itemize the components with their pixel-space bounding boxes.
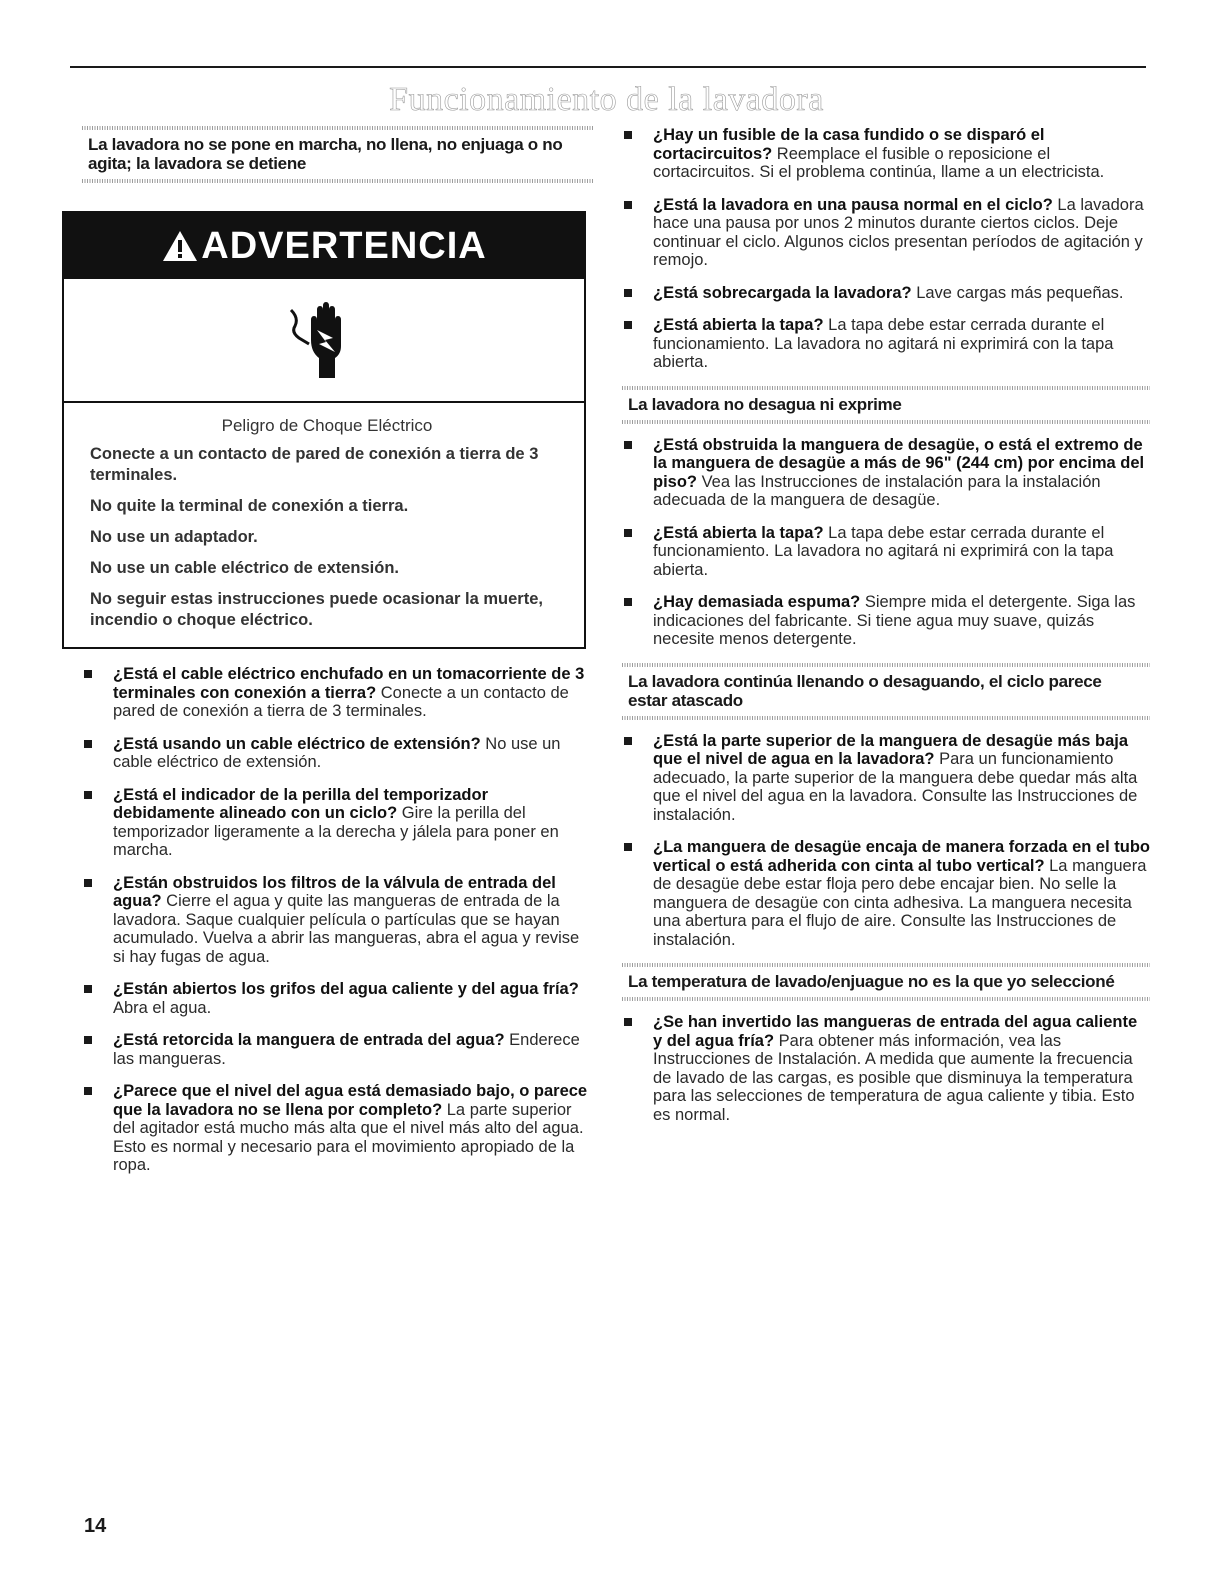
question: ¿Parece que el nivel del agua está demasiado bajo, o parece que la lavadora no se llena por completo?: [113, 1082, 588, 1119]
list-item: [82, 786, 594, 860]
answer: Gire la perilla del temporizador ligeramente a la derecha y jálela para poner en marcha.: [113, 804, 559, 859]
section-title: La lavadora no se pone en marcha, no llena, no enjuaga o no agita; la lavadora se detiene: [88, 135, 563, 173]
list-item: [82, 1031, 594, 1068]
question: ¿Está retorcida la manguera de entrada del agua?: [113, 1031, 505, 1049]
troubleshoot-list: [622, 126, 1150, 372]
warning-heading: ADVERTENCIA: [201, 224, 487, 267]
warning-line: No use un cable eléctrico de extensión.: [90, 559, 400, 577]
list-item: [82, 980, 594, 1017]
list-item: [622, 284, 1150, 303]
question: ¿Está el indicador de la perilla del temporizador debidamente alineado con un ciclo?: [113, 785, 489, 822]
page-number: 14: [84, 1515, 107, 1537]
answer: La tapa debe estar cerrada durante el funcionamiento. La lavadora no agitará ni exprimirá con la tapa abierta.: [653, 316, 1114, 371]
troubleshoot-list: [82, 665, 594, 1175]
answer: Lave cargas más pequeñas.: [911, 283, 1124, 302]
troubleshoot-list: [622, 1013, 1150, 1124]
list-item: [622, 593, 1150, 649]
answer: Para obtener más información, vea las Instrucciones de Instalación. A medida que aumente la frecuencia de lavado de las cargas, es posible que disminuya la temperatura para las selecciones de temperatura de agua caliente y tibia. Esto es normal.: [653, 1031, 1135, 1124]
question: ¿Está obstruida la manguera de desagüe, o está el extremo de la manguera de desagüe a más de 96" (244 cm) por encima del piso?: [653, 435, 1145, 491]
answer: La lavadora hace una pausa por unos 2 minutos durante ciertos ciclos. Deje continuar el ciclo. Algunos ciclos presentan períodos de agitación y remojo.: [653, 195, 1144, 269]
question: ¿Hay demasiada espuma?: [653, 593, 861, 611]
question: ¿Está la parte superior de la manguera de desagüe más baja que el nivel de agua en la lavadora?: [653, 731, 1129, 768]
list-item: [622, 1013, 1150, 1124]
list-item: [82, 1082, 594, 1175]
section-header: [622, 963, 1150, 1001]
section-header: [622, 663, 1150, 720]
list-item: [82, 735, 594, 772]
question: ¿Está abierta la tapa?: [653, 316, 824, 334]
answer: Siempre mida el detergente. Siga las indicaciones del fabricante. Si tiene agua muy suave, quizás necesite menos detergente.: [653, 593, 1136, 648]
electric-shock-hand-icon: [64, 279, 584, 403]
page-title: Funcionamiento de la lavadora: [389, 81, 824, 118]
list-item: [622, 524, 1150, 580]
question: ¿Está sobrecargada la lavadora?: [653, 283, 912, 302]
answer: Para un funcionamiento adecuado, la parte superior de la manguera debe quedar más alta que el nivel del agua en la lavadora. Consulte las Instrucciones de instalación.: [653, 750, 1138, 824]
answer: No use un cable eléctrico de extensión.: [113, 734, 561, 771]
list-item: [622, 196, 1150, 270]
question: ¿Está la lavadora en una pausa normal en el ciclo?: [653, 195, 1053, 214]
question: ¿Están abiertos los grifos del agua caliente y del agua fría?: [113, 980, 579, 998]
answer: La tapa debe estar cerrada durante el funcionamiento. La lavadora no agitará ni exprimirá con la tapa abierta.: [653, 523, 1114, 579]
question: ¿Se han invertido las mangueras de entrada del agua caliente y del agua fría?: [653, 1013, 1138, 1050]
warning-header: [64, 213, 584, 279]
list-item: [622, 838, 1150, 949]
list-item: [82, 874, 594, 967]
section-title: La lavadora no desagua ni exprime: [628, 394, 902, 414]
right-column: [622, 126, 1150, 1138]
question: ¿Está usando un cable eléctrico de extensión?: [113, 734, 481, 753]
answer: Abra el agua.: [113, 998, 212, 1017]
answer: Conecte a un contacto de pared de conexión a tierra de 3 terminales.: [113, 683, 569, 720]
warning-box: [62, 211, 586, 649]
troubleshoot-list: [622, 732, 1150, 950]
answer: Enderece las mangueras.: [113, 1031, 580, 1068]
answer: Vea las Instrucciones de instalación para la instalación adecuada de la manguera de desagüe.: [653, 472, 1101, 509]
hazard-title: Peligro de Choque Eléctrico: [221, 416, 433, 435]
section-header: [622, 386, 1150, 424]
question: ¿La manguera de desagüe encaja de manera forzada en el tubo vertical o está adherida con cinta al tubo vertical?: [653, 838, 1150, 875]
question: ¿Están obstruidos los filtros de la válvula de entrada del agua?: [113, 873, 556, 910]
question: ¿Está abierta la tapa?: [653, 523, 824, 542]
list-item: [622, 126, 1150, 182]
section-title: La temperatura de lavado/enjuague no es la que yo seleccioné: [628, 972, 1115, 991]
list-item: [622, 436, 1150, 510]
warning-line: No seguir estas instrucciones puede ocasionar la muerte, incendio o choque eléctrico.: [90, 590, 543, 629]
warning-line: Conecte a un contacto de pared de conexión a tierra de 3 terminales.: [90, 445, 539, 484]
section-title: La lavadora continúa llenando o desaguando, el ciclo parece estar atascado: [628, 671, 1102, 710]
list-item: [622, 732, 1150, 825]
left-column: [82, 126, 594, 1189]
warning-line: No use un adaptador.: [90, 528, 258, 546]
top-rule: [70, 66, 1146, 68]
section-header: [82, 126, 594, 183]
list-item: [622, 316, 1150, 372]
answer: Cierre el agua y quite las mangueras de entrada de la lavadora. Saque cualquier película o partículas que se hayan acumulado. Vuelva a abrir las mangueras, abra el agua y revise si hay fugas de agua.: [113, 892, 580, 966]
answer: La manguera de desagüe debe estar floja pero debe encajar bien. No selle la manguera de desagüe con cinta adhesiva. La manguera necesita una abertura para el flujo de aire. Consulte las Instrucciones de instalación.: [653, 856, 1147, 949]
warning-body: [64, 403, 584, 647]
question: ¿Está el cable eléctrico enchufado en un tomacorriente de 3 terminales con conexión a tierra?: [113, 665, 585, 702]
answer: Reemplace el fusible o reposicione el cortacircuitos. Si el problema continúa, llame a un electricista.: [653, 144, 1105, 181]
list-item: [82, 665, 594, 721]
warning-triangle-icon: [161, 229, 199, 263]
warning-line: No quite la terminal de conexión a tierra.: [90, 497, 409, 515]
troubleshoot-list: [622, 436, 1150, 649]
answer: La parte superior del agitador está mucho más alta que el nivel más alto del agua. Esto es normal y necesario para el movimiento apropiado de la ropa.: [113, 1100, 584, 1174]
question: ¿Hay un fusible de la casa fundido o se disparó el cortacircuitos?: [653, 126, 1045, 163]
